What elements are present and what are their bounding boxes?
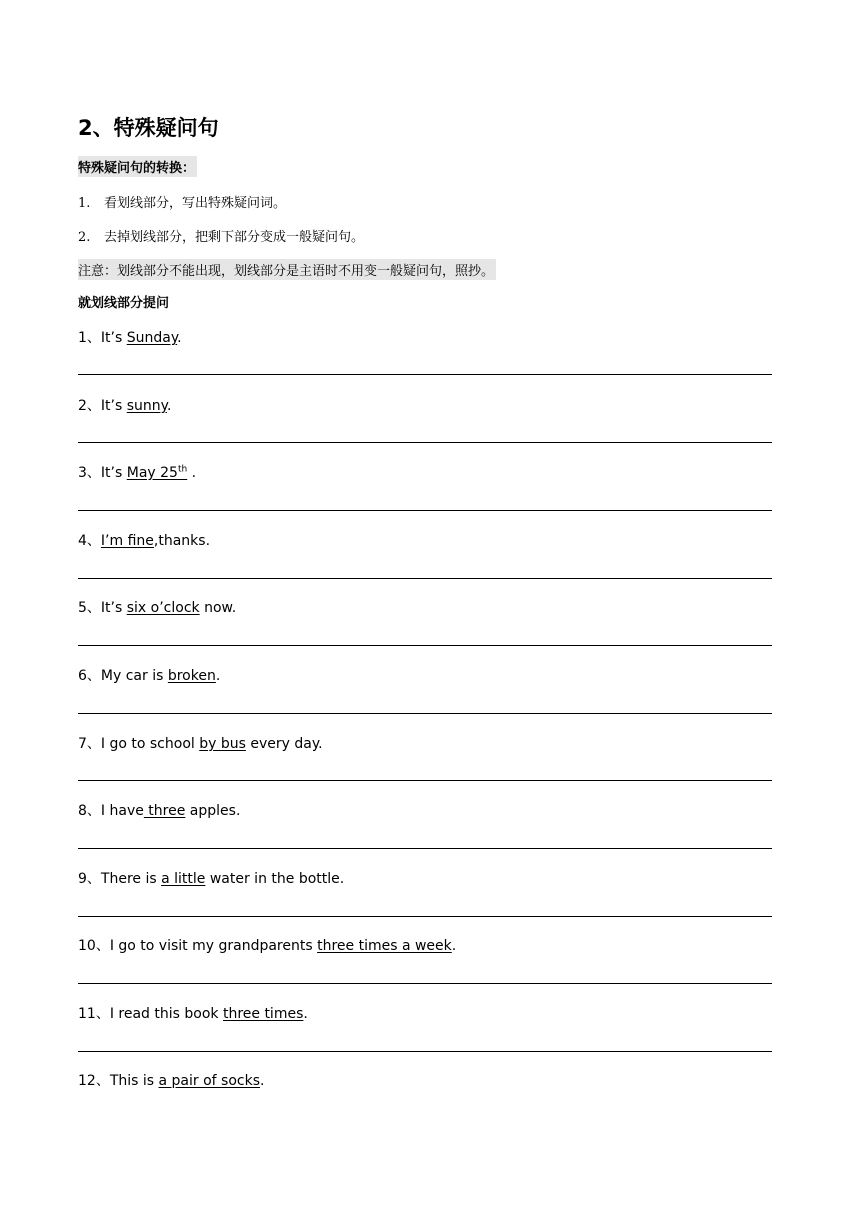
question-text: 6、My car is	[78, 668, 168, 684]
question-text: 9、There is	[78, 871, 162, 887]
answer-line-1[interactable]	[78, 374, 772, 375]
underlined-part: a pair of socks	[158, 1073, 261, 1089]
question-text: 1、It’s	[78, 330, 127, 346]
question-1	[78, 327, 182, 347]
underlined-part: Sunday	[126, 330, 178, 346]
question-text: 3、It’s	[78, 465, 127, 481]
question-text: apples.	[185, 803, 241, 819]
step-number: 2.	[78, 230, 91, 245]
question-12	[78, 1070, 264, 1090]
question-text: .	[260, 1073, 265, 1089]
answer-line-8[interactable]	[78, 848, 772, 849]
question-text: 12、This is	[78, 1073, 159, 1089]
underlined-part: by bus	[199, 736, 246, 752]
question-text: .	[166, 398, 172, 414]
question-9	[78, 868, 344, 888]
step-text: 去掉划线部分，把剩下部分变成一般疑问句。	[104, 230, 365, 245]
underlined-part: six o’clock	[126, 600, 200, 616]
note-text: 注意：划线部分不能出现，划线部分是主语时不用变一般疑问句，照抄。	[78, 259, 496, 280]
conversion-subheading: 特殊疑问句的转换：	[78, 156, 197, 177]
question-text: .	[187, 465, 197, 481]
question-text: 4、	[78, 533, 101, 549]
section-title: 2、特殊疑问句	[78, 116, 219, 140]
underlined-part: three times a week	[317, 938, 452, 954]
answer-line-10[interactable]	[78, 983, 772, 984]
underlined-part: three	[143, 803, 186, 819]
step-1	[78, 192, 286, 211]
question-11	[78, 1003, 308, 1023]
question-text: 8、I have	[78, 803, 144, 819]
question-2	[78, 395, 171, 415]
underlined-part: I’m fine	[100, 533, 154, 549]
question-text: ,thanks.	[153, 533, 211, 549]
question-10	[78, 935, 456, 955]
answer-line-3[interactable]	[78, 510, 772, 511]
question-6	[78, 665, 220, 685]
question-text: 2、It’s	[78, 398, 127, 414]
underlined-part: broken	[167, 668, 216, 684]
step-number: 1.	[78, 196, 91, 211]
underlined-part: a little	[161, 871, 206, 887]
answer-line-5[interactable]	[78, 645, 772, 646]
question-text: now.	[199, 600, 237, 616]
question-text: .	[177, 330, 182, 346]
question-text: .	[303, 1006, 308, 1022]
answer-line-7[interactable]	[78, 780, 772, 781]
question-7	[78, 733, 323, 753]
question-text: .	[451, 938, 457, 954]
question-text: 11、I read this book	[78, 1006, 223, 1022]
answer-line-4[interactable]	[78, 578, 772, 579]
question-text: water in the bottle.	[205, 871, 345, 887]
question-8	[78, 800, 240, 820]
answer-line-9[interactable]	[78, 916, 772, 917]
question-5	[78, 597, 236, 617]
question-3	[78, 462, 196, 482]
question-text: 5、It’s	[78, 600, 127, 616]
step-2	[78, 226, 364, 245]
question-4	[78, 530, 210, 550]
answer-line-2[interactable]	[78, 442, 772, 443]
ordinal-suffix: th	[177, 464, 188, 475]
underlined-text: May 25	[126, 465, 178, 481]
underlined-part: three times	[222, 1006, 304, 1022]
step-text: 看划线部分，写出特殊疑问词。	[104, 196, 287, 211]
answer-line-11[interactable]	[78, 1051, 772, 1052]
instruction-heading: 就划线部分提问	[78, 296, 170, 311]
question-text: 10、I go to visit my grandparents	[78, 938, 318, 954]
question-text: 7、I go to school	[78, 736, 200, 752]
underlined-part: sunny	[126, 398, 167, 414]
underlined-part	[127, 465, 187, 481]
answer-line-6[interactable]	[78, 713, 772, 714]
question-text: .	[215, 668, 221, 684]
question-text: every day.	[245, 736, 323, 752]
